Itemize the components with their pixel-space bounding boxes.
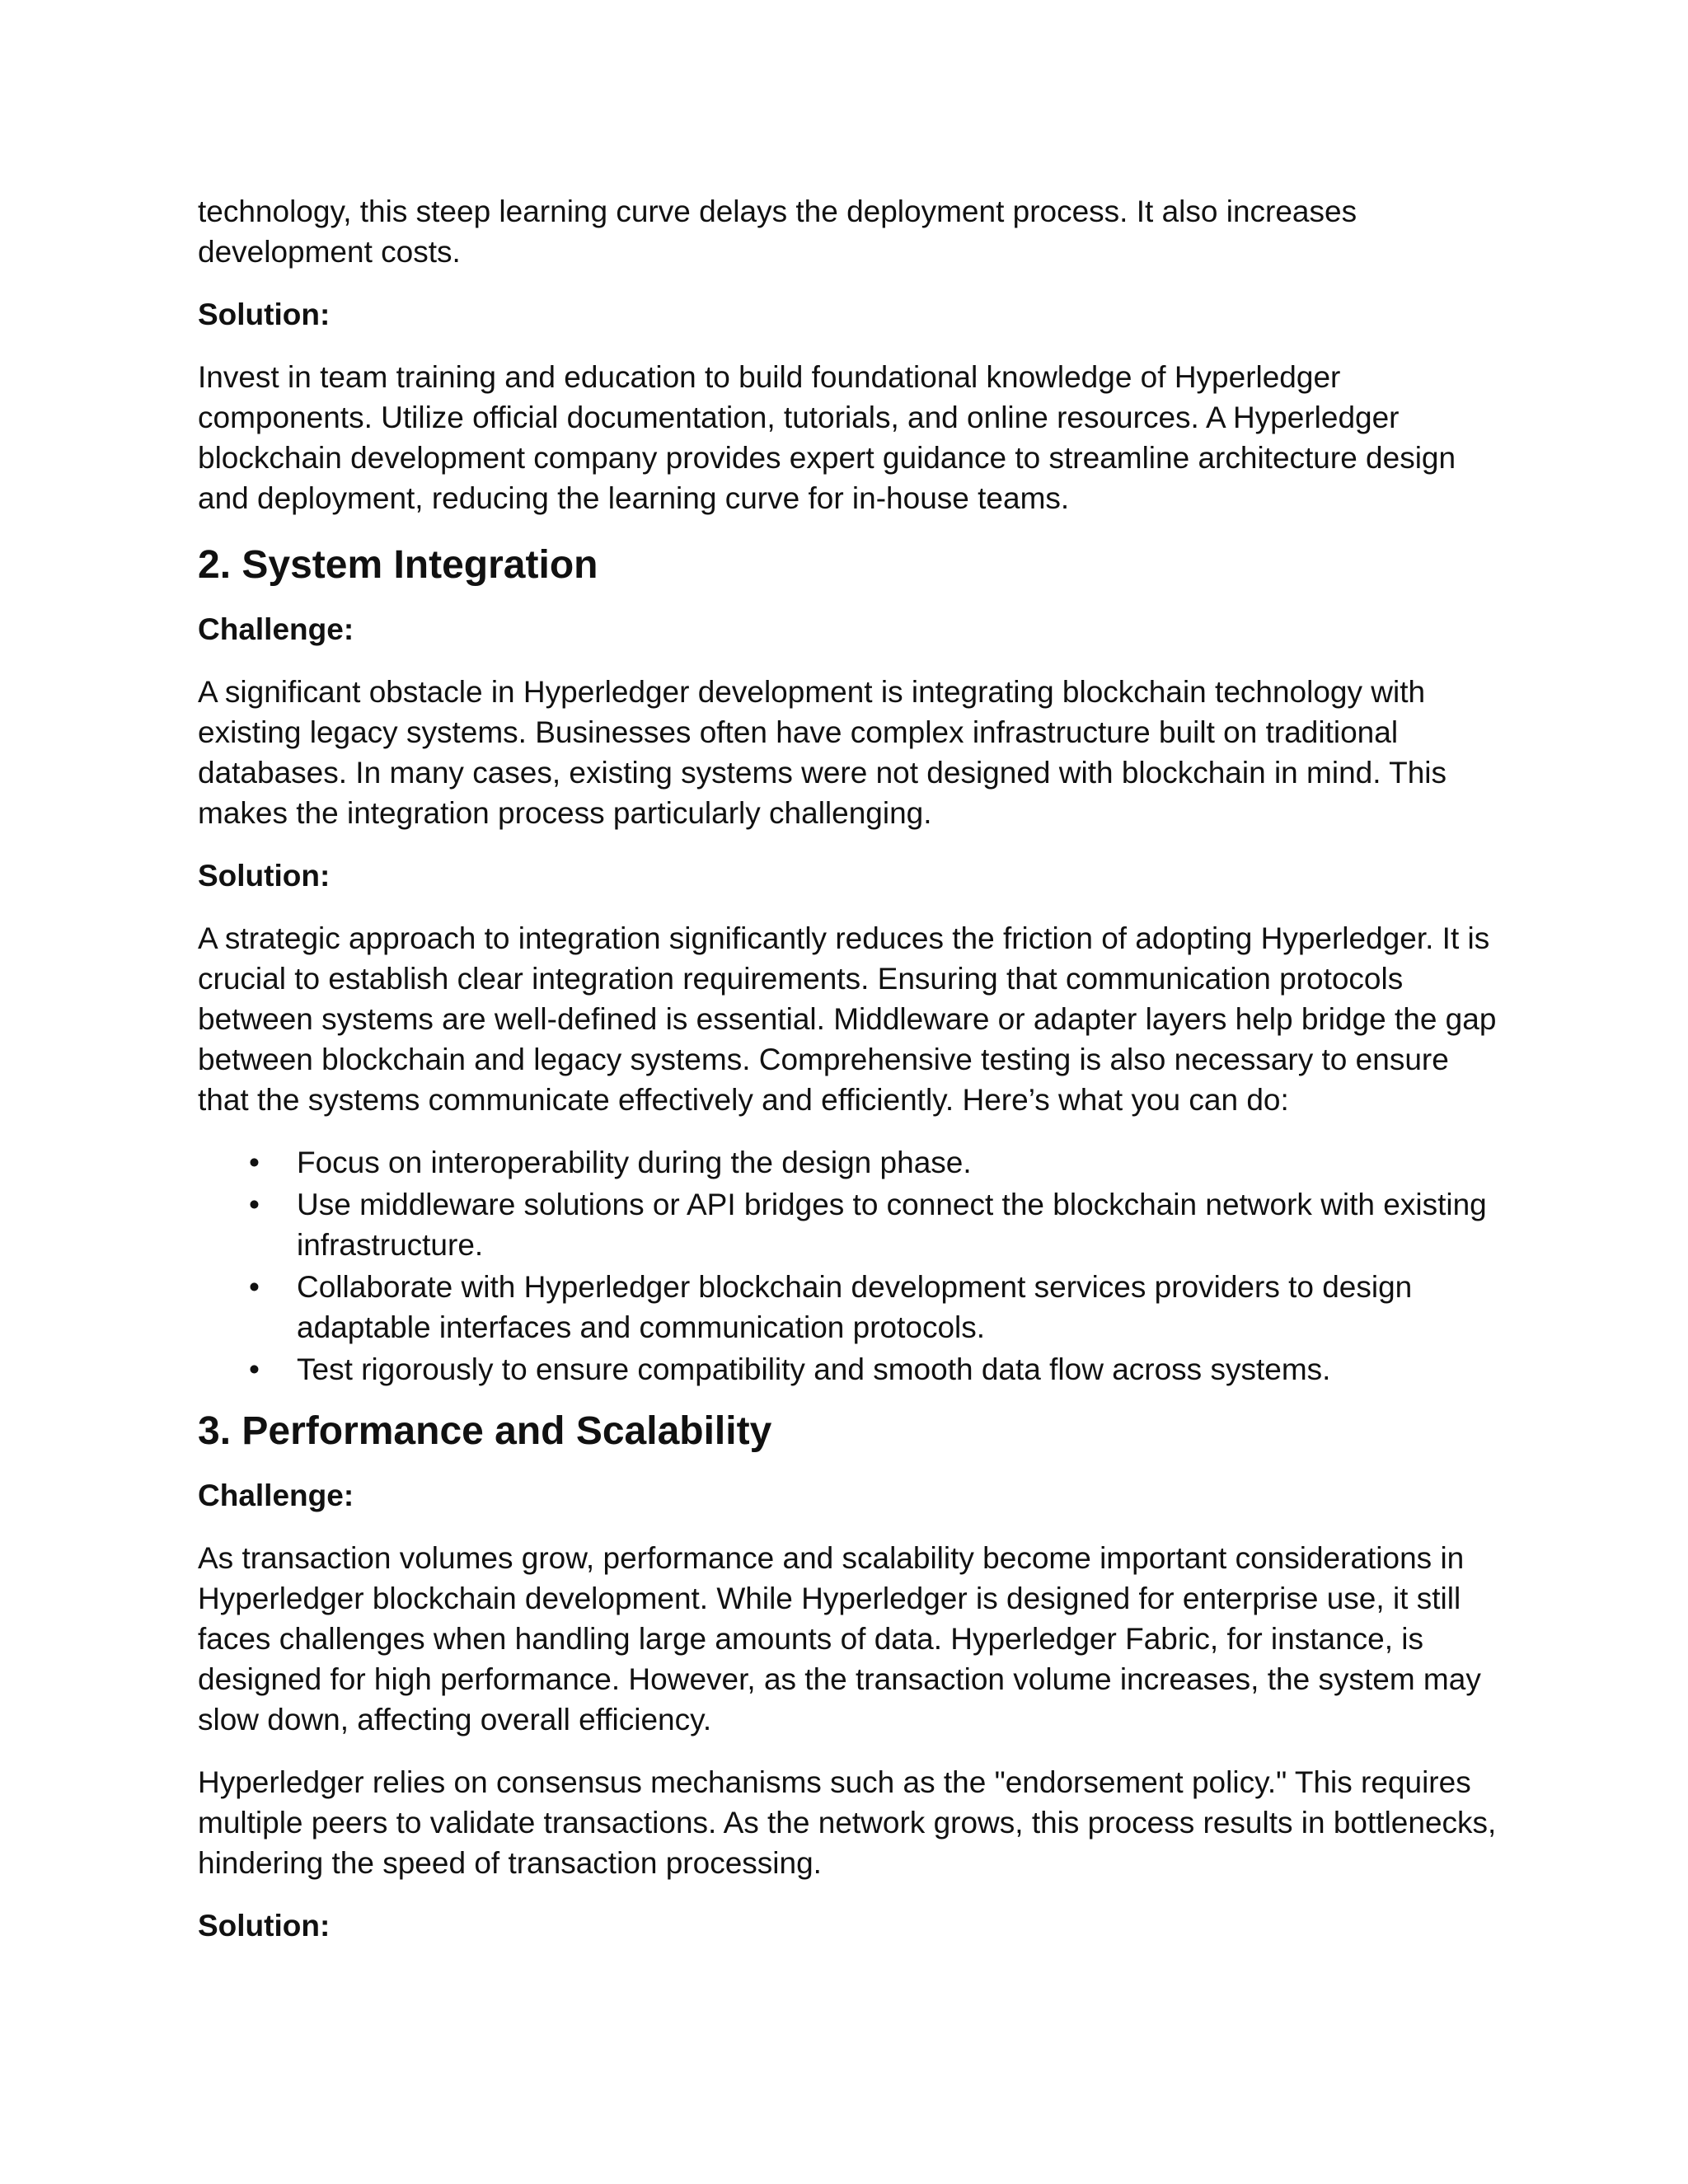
section3-solution-label: Solution: xyxy=(198,1909,331,1943)
section1-solution-label: Solution: xyxy=(198,298,331,331)
section2-heading: 2. System Integration xyxy=(198,543,598,587)
section2-bullet-list xyxy=(198,1142,1500,1390)
section2-challenge-text: A significant obstacle in Hyperledger development is integrating blockchain technology with existing legacy systems. Businesses often have complex infrastructure built on traditional databases. In many cases, existing systems were not designed with blockchain in mind. This makes the integration process particularly challenging. xyxy=(198,675,1447,830)
intro-paragraph: technology, this steep learning curve delays the deployment process. It also increases development costs. xyxy=(198,194,1357,269)
section2-challenge-label: Challenge: xyxy=(198,612,354,646)
list-item xyxy=(198,1349,1500,1390)
list-item xyxy=(198,1184,1500,1265)
bullet-icon: • xyxy=(249,1352,260,1386)
document-page xyxy=(198,191,1500,1968)
bullet-icon: • xyxy=(249,1188,260,1221)
list-item-text: Focus on interoperability during the design phase. xyxy=(297,1146,972,1179)
section2-solution-label: Solution: xyxy=(198,859,331,893)
section3-heading: 3. Performance and Scalability xyxy=(198,1409,772,1453)
list-item xyxy=(198,1267,1500,1347)
section3-challenge-label: Challenge: xyxy=(198,1479,354,1512)
list-item-text: Use middleware solutions or API bridges to connect the blockchain network with existing infrastructure. xyxy=(297,1188,1487,1262)
bullet-icon: • xyxy=(249,1146,260,1179)
list-item-text: Collaborate with Hyperledger blockchain development services providers to design adaptable interfaces and communication protocols. xyxy=(297,1270,1413,1344)
list-item-text: Test rigorously to ensure compatibility and smooth data flow across systems. xyxy=(297,1352,1331,1386)
section1-solution-text: Invest in team training and education to build foundational knowledge of Hyperledger components. Utilize official documentation, tutorials, and online resources. A Hyperledger blockchain development company provides expert guidance to streamline architecture design and deployment, reducing the learning curve for in-house teams. xyxy=(198,360,1456,515)
list-item xyxy=(198,1142,1500,1183)
section3-challenge-text-2: Hyperledger relies on consensus mechanisms such as the "endorsement policy." This requires multiple peers to validate transactions. As the network grows, this process results in bottlenecks, hindering the speed of transaction processing. xyxy=(198,1765,1497,1880)
bullet-icon: • xyxy=(249,1270,260,1304)
section3-challenge-text-1: As transaction volumes grow, performance and scalability become important considerations in Hyperledger blockchain development. While Hyperledger is designed for enterprise use, it still faces challenges when handling large amounts of data. Hyperledger Fabric, for instance, is designed for high performance. However, as the transaction volume increases, the system may slow down, affecting overall efficiency. xyxy=(198,1541,1481,1736)
section2-solution-text: A strategic approach to integration significantly reduces the friction of adopting Hyperledger. It is crucial to establish clear integration requirements. Ensuring that communication protocols between systems are well-defined is essential. Middleware or adapter layers help bridge the gap between blockchain and legacy systems. Comprehensive testing is also necessary to ensure that the systems communicate effectively and efficiently. Here’s what you can do: xyxy=(198,921,1497,1117)
